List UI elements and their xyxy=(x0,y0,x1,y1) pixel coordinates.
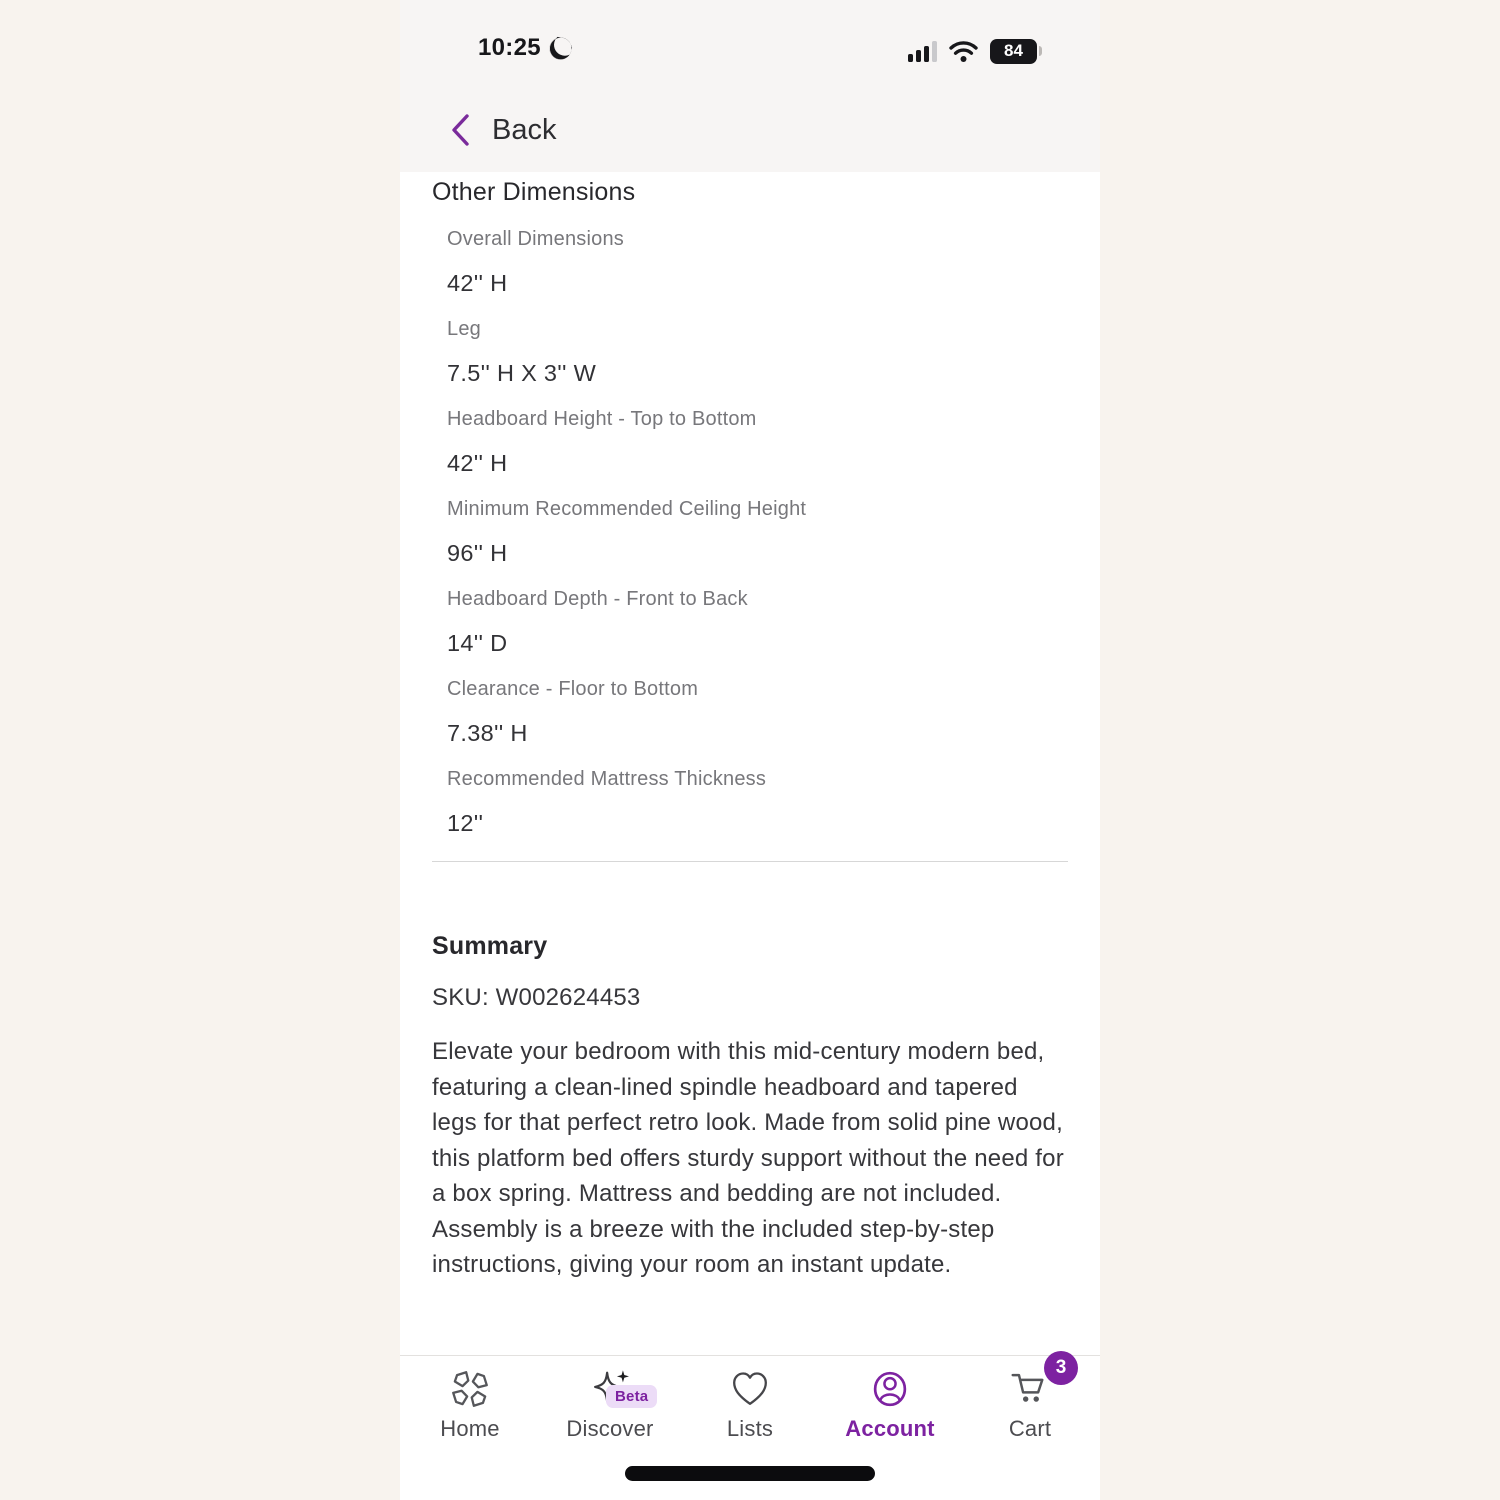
home-indicator[interactable] xyxy=(625,1466,875,1481)
dimension-row xyxy=(447,408,1068,477)
dimension-row xyxy=(447,498,1068,567)
tab-account[interactable] xyxy=(820,1356,960,1446)
dimension-label: Headboard Depth - Front to Back xyxy=(447,588,748,610)
back-button[interactable] xyxy=(400,100,1100,160)
phone-screen xyxy=(400,0,1100,1500)
tab-account-label: Account xyxy=(845,1416,935,1441)
dimension-value: 42'' H xyxy=(447,270,508,296)
cart-count-badge: 3 xyxy=(1044,1351,1078,1385)
product-sku: SKU: W002624453 xyxy=(432,984,641,1011)
tab-lists-label: Lists xyxy=(726,1416,774,1441)
dimension-label: Minimum Recommended Ceiling Height xyxy=(447,498,807,520)
dimension-row xyxy=(447,768,1068,837)
dimension-row xyxy=(447,678,1068,747)
wifi-icon xyxy=(948,39,979,63)
dimension-value: 12'' xyxy=(447,810,484,836)
wayfair-logo-icon xyxy=(447,1365,493,1413)
tab-home-label: Home xyxy=(440,1416,500,1441)
battery-percent: 84 xyxy=(990,39,1037,64)
dimension-row xyxy=(447,318,1068,387)
dimension-row xyxy=(447,228,1068,297)
back-label: Back xyxy=(492,113,557,146)
battery-icon xyxy=(990,39,1042,64)
tab-discover-label: Discover xyxy=(566,1416,654,1441)
tab-cart-label: Cart xyxy=(1008,1416,1052,1441)
dimension-value: 7.5'' H X 3'' W xyxy=(447,360,597,386)
cellular-signal-icon xyxy=(908,41,938,62)
product-description: Elevate your bedroom with this mid-century modern bed, featuring a clean-lined spindle headboard and tapered legs for that perfect retro look. Made from solid pine wood, this platform bed offers sturdy support without the need for a box spring. Mattress and bedding are not included. Assembly is a breeze with the included step-by-step instructions, giving your room an instant update. xyxy=(432,1038,1064,1278)
heart-icon xyxy=(727,1365,773,1413)
other-dimensions-heading: Other Dimensions xyxy=(432,178,636,206)
status-bar xyxy=(400,0,1100,70)
tab-discover[interactable] xyxy=(540,1356,680,1446)
dimension-value: 42'' H xyxy=(447,450,508,476)
beta-badge: Beta xyxy=(606,1385,657,1408)
dimension-label: Overall Dimensions xyxy=(447,228,624,250)
person-icon xyxy=(867,1365,913,1413)
chevron-left-icon xyxy=(448,112,472,148)
dimension-row xyxy=(447,588,1068,657)
moon-icon xyxy=(547,35,574,62)
section-divider xyxy=(432,861,1068,862)
tab-lists[interactable] xyxy=(680,1356,820,1446)
dimension-label: Headboard Height - Top to Bottom xyxy=(447,408,757,430)
tab-home[interactable] xyxy=(400,1356,540,1446)
status-icons xyxy=(908,38,1043,64)
dimension-label: Recommended Mattress Thickness xyxy=(447,768,767,790)
dimension-label: Clearance - Floor to Bottom xyxy=(447,678,699,700)
dimension-value: 7.38'' H xyxy=(447,720,528,746)
dimension-label: Leg xyxy=(447,318,481,340)
status-time xyxy=(478,34,574,62)
app-header xyxy=(400,0,1100,172)
tab-cart[interactable] xyxy=(960,1356,1100,1446)
clock-text: 10:25 xyxy=(478,34,541,61)
dimension-value: 14'' D xyxy=(447,630,508,656)
content-scroll-area[interactable] xyxy=(400,172,1100,1355)
summary-heading: Summary xyxy=(432,932,548,960)
dimension-value: 96'' H xyxy=(447,540,508,566)
dimensions-list xyxy=(447,228,1068,837)
